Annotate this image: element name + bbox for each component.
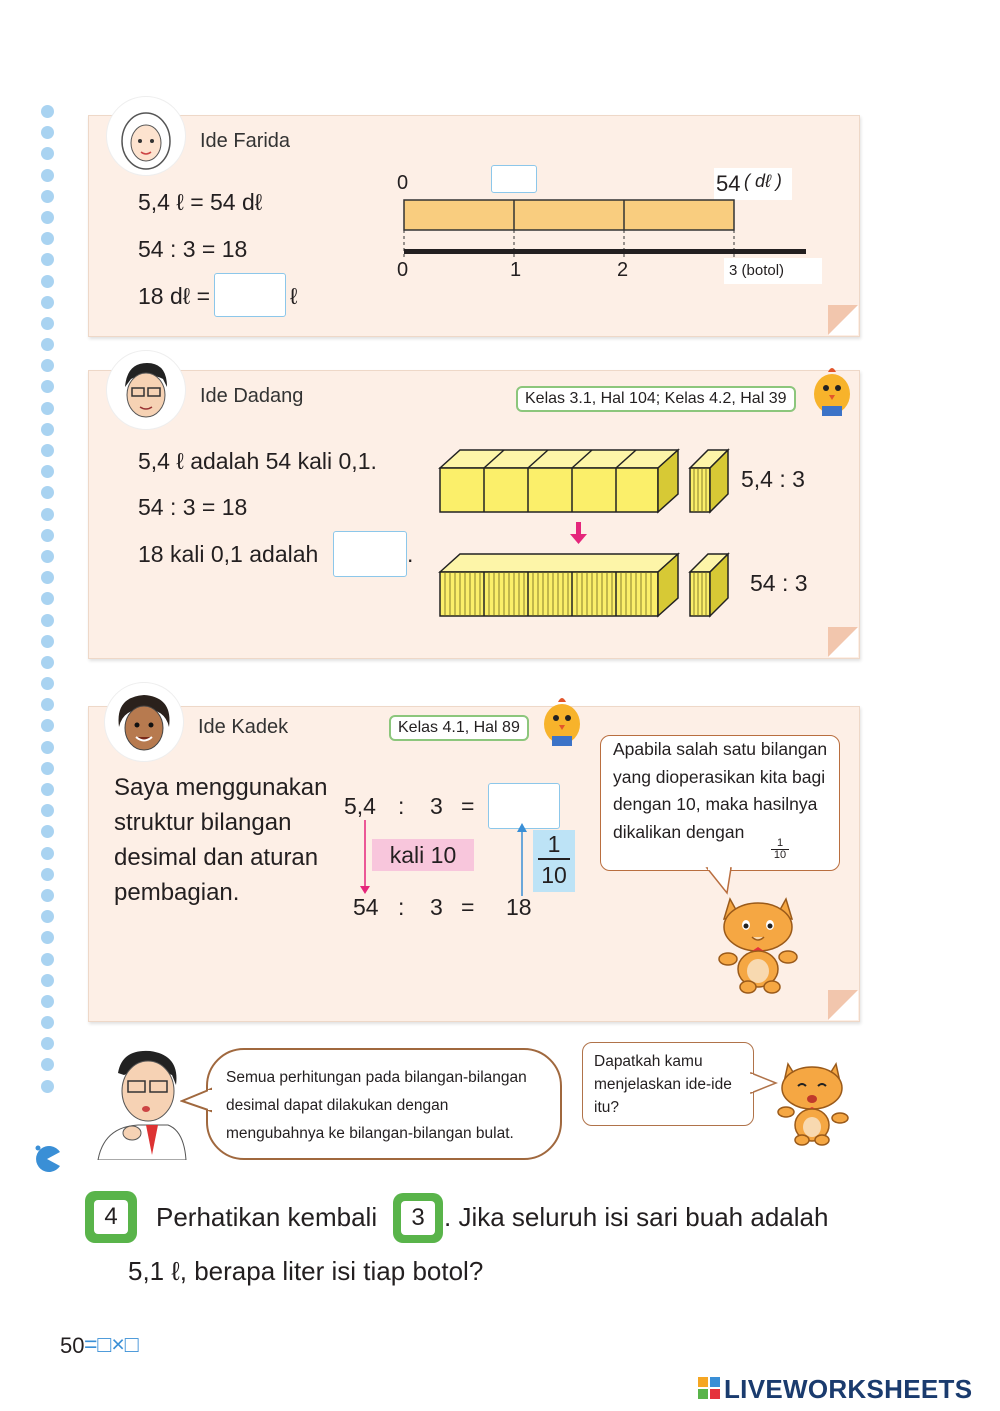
kadek-eq-top-b: 3 [430, 793, 443, 819]
fraction-denominator: 10 [541, 861, 567, 888]
chick-icon [536, 688, 588, 750]
speech-tail [180, 1085, 212, 1115]
bar-part-input[interactable] [491, 165, 537, 193]
kadek-eq-top-a: 5,4 [344, 793, 376, 819]
farida-avatar [106, 96, 186, 176]
block-diagram [438, 446, 738, 621]
question-text-2: . Jika seluruh isi sari buah adalah [444, 1202, 829, 1232]
farida-line-3-unit: ℓ [290, 283, 298, 309]
axis-label-0: 0 [397, 259, 409, 281]
kadek-tip-text: Apabila salah satu bilangan yang dioperasikan kita bagi dengan 10, maka hasilnya dikalikan dengan [613, 739, 828, 842]
question-ref-badge [393, 1193, 443, 1243]
kadek-eq-bottom-op: : [398, 894, 405, 920]
kadek-tip-fraction [771, 838, 789, 861]
farida-name: Ide Farida [200, 130, 291, 152]
bar-start-label: 0 [397, 172, 409, 194]
kadek-eq-bottom-eq: = [461, 894, 475, 920]
dadang-ref-badge: Kelas 3.1, Hal 104; Kelas 4.2, Hal 39 [516, 386, 796, 412]
liveworksheets-logo [698, 1377, 720, 1399]
page-number: 50 [60, 1333, 85, 1358]
tip-fraction-denominator: 10 [773, 849, 787, 861]
question-ref-number: 3 [401, 1201, 435, 1235]
axis-end-label: 3 (botol) [729, 262, 785, 279]
bar-unit-label: ( dℓ ) [744, 171, 782, 191]
kadek-eq-top-eq: = [461, 793, 475, 819]
dadang-name: Ide Dadang [200, 385, 304, 407]
farida-line-3-prefix: 18 dℓ = [138, 283, 211, 309]
cat-icon [712, 885, 808, 995]
tip-fraction-numerator: 1 [776, 837, 784, 849]
farida-answer-input[interactable] [214, 273, 286, 317]
dadang-label-top: 5,4 : 3 [741, 466, 805, 492]
down-arrow-icon [570, 522, 587, 544]
times-ten-label: kali 10 [372, 839, 474, 871]
question-text-3: 5,1 ℓ, berapa liter isi tiap botol? [128, 1256, 484, 1286]
kadek-eq-bottom-a: 54 [353, 894, 379, 920]
dadang-card-fold [828, 627, 858, 657]
axis-label-1: 1 [510, 259, 522, 281]
farida-line-1: 5,4 ℓ = 54 dℓ [138, 189, 263, 215]
liveworksheets-brand: LIVEWORKSHEETS [724, 1374, 973, 1404]
axis-label-2: 2 [617, 259, 629, 281]
kadek-name: Ide Kadek [198, 716, 289, 738]
dadang-label-bottom: 54 : 3 [750, 570, 808, 596]
page-symbols: =□×□ [84, 1331, 139, 1357]
question-number: 4 [94, 1200, 128, 1234]
fraction-numerator: 1 [547, 831, 561, 857]
dadang-avatar [106, 350, 186, 430]
boy-speech-text: Semua perhitungan pada bilangan-bilangan desimal dapat dilakukan dengan mengubahnya ke bilangan-bilangan bulat. [226, 1069, 527, 1142]
question-number-badge [85, 1191, 137, 1243]
tape-bar [404, 200, 734, 230]
kadek-description: Saya menggunakan struktur bilangan desimal dan aturan pembagian. [114, 774, 328, 906]
chick-icon [806, 358, 858, 420]
kadek-eq-top-op: : [398, 793, 405, 819]
binding-dots [41, 105, 57, 1101]
farida-card-fold [828, 305, 858, 335]
bar-end-label: 54 [716, 171, 741, 196]
kadek-eq-bottom-result: 18 [506, 894, 532, 920]
kadek-card-fold [828, 990, 858, 1020]
cat-icon [774, 1052, 860, 1147]
pacman-icon [32, 1144, 62, 1174]
kadek-avatar [104, 682, 184, 762]
dadang-line-3: 18 kali 0,1 adalah [138, 541, 319, 567]
dadang-line-1: 5,4 ℓ adalah 54 kali 0,1. [138, 448, 377, 474]
one-tenth-fraction [533, 830, 575, 892]
question-text-1: Perhatikan kembali [156, 1202, 378, 1232]
dadang-answer-input[interactable] [333, 531, 407, 577]
kadek-ref-badge: Kelas 4.1, Hal 89 [389, 715, 529, 741]
cat-speech-text: Dapatkah kamu menjelaskan ide-ide itu? [594, 1053, 732, 1116]
kadek-eq-bottom-b: 3 [430, 894, 443, 920]
boy-thinking-icon [88, 1045, 188, 1160]
dadang-line-2: 54 : 3 = 18 [138, 494, 248, 520]
farida-line-2: 54 : 3 = 18 [138, 236, 248, 262]
dadang-line-3-end: . [407, 541, 414, 567]
number-line [404, 249, 806, 254]
